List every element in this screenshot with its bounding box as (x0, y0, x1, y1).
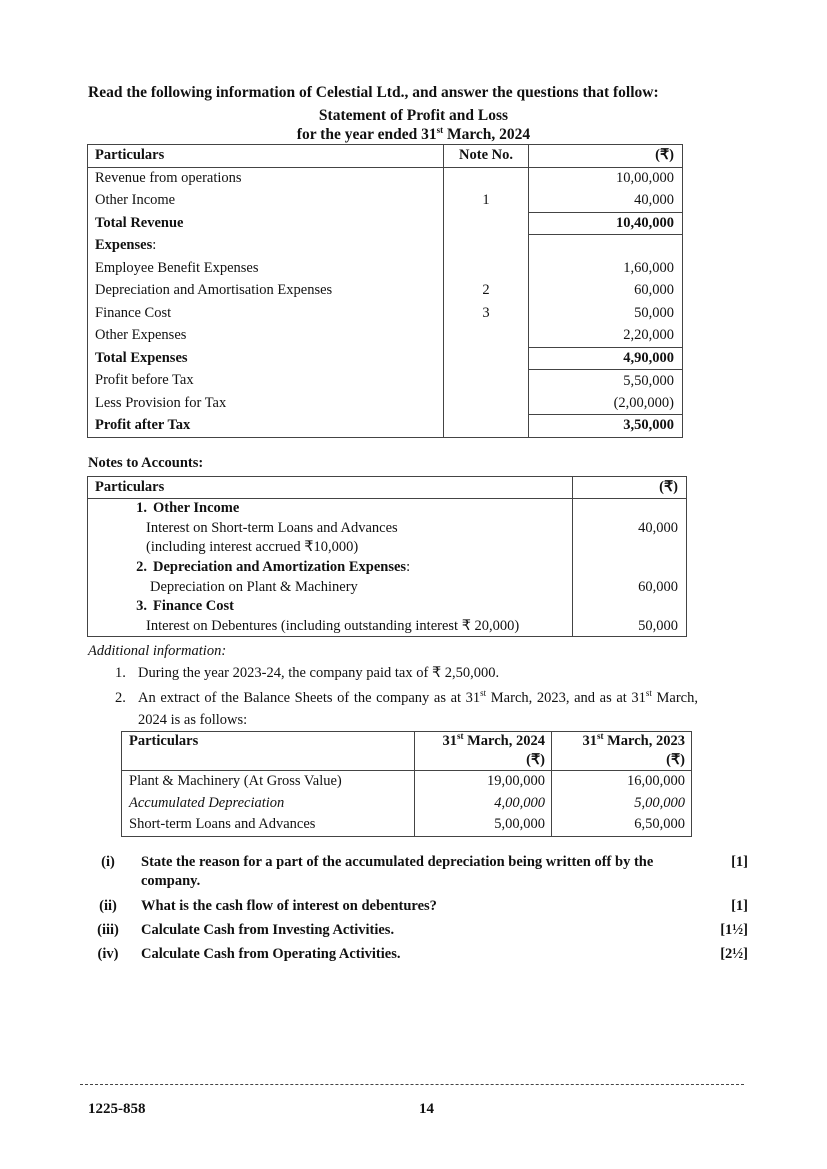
note-amount (573, 597, 687, 617)
question-text: Calculate Cash from Investing Activities. (141, 922, 395, 938)
note-amount (573, 499, 687, 519)
table-row (88, 190, 683, 213)
row-label: Total Expenses (88, 347, 444, 370)
table-row (122, 814, 692, 836)
table-row (88, 167, 683, 190)
row-note (444, 257, 529, 280)
note-amount (573, 538, 687, 558)
note-line: (including interest accrued ₹10,000) (88, 538, 573, 558)
table-row-total-revenue (88, 212, 683, 235)
note-line: Interest on Short-term Loans and Advances (88, 519, 573, 539)
question-ii (88, 897, 748, 917)
note-heading-row (88, 558, 687, 578)
table-row (88, 392, 683, 415)
row-2024: 19,00,000 (415, 771, 552, 793)
expenses-colon: : (152, 237, 157, 254)
row-2023: 16,00,000 (627, 773, 685, 790)
note-amount (573, 558, 687, 578)
row-note: 2 (444, 280, 529, 303)
question-marks: [2½] (720, 946, 748, 962)
note-heading-row (88, 597, 687, 617)
row-2024: 4,00,000 (415, 793, 552, 815)
item-text-b: March, 2023, and as at 31 (486, 690, 646, 706)
statement-period (0, 126, 827, 144)
question-text: What is the cash flow of interest on debentures? (141, 898, 437, 914)
header-amount: (₹) (573, 477, 687, 499)
note-heading-text: Depreciation and Amortization Expenses (153, 559, 407, 576)
header-note-no: Note No. (444, 145, 529, 168)
h-unit: (₹) (526, 752, 545, 768)
row-note (444, 167, 529, 190)
note-line: Depreciation on Plant & Machinery (88, 577, 573, 597)
table-row (88, 617, 687, 637)
row-note (444, 392, 529, 415)
row-label: Short-term Loans and Advances (122, 814, 415, 836)
question-number: (i) (101, 854, 115, 870)
row-amount: (2,00,000) (613, 394, 674, 411)
item-number: 1. (115, 665, 126, 681)
row-amount: 5,50,000 (623, 372, 674, 389)
item-sup-b: st (645, 688, 652, 698)
row-label: Less Provision for Tax (88, 392, 444, 415)
table-row-profit-after-tax (88, 415, 683, 438)
row-label: Accumulated Depreciation (122, 793, 415, 815)
header-2023 (552, 732, 692, 771)
question-i (88, 853, 748, 893)
question-text: Calculate Cash from Operating Activities. (141, 946, 401, 962)
item-text-c: March, 2024 is as follows: (138, 690, 698, 728)
row-note (444, 325, 529, 348)
row-note: 3 (444, 302, 529, 325)
question-number: (iii) (97, 922, 119, 938)
row-label: Other Expenses (88, 325, 444, 348)
row-amount: 10,40,000 (529, 212, 683, 235)
h-suffix: March, 2024 (463, 733, 545, 749)
item-text: During the year 2023-24, the company paid tax of ₹ 2,50,000. (138, 665, 500, 681)
header-particulars: Particulars (88, 477, 573, 499)
table-row (88, 519, 687, 539)
row-2023: 5,00,000 (634, 794, 685, 811)
item-number: 2. (115, 690, 126, 706)
table-row (88, 257, 683, 280)
period-suffix: March, 2024 (443, 126, 531, 143)
note-amount: 40,000 (638, 519, 678, 536)
header-2024 (415, 732, 552, 771)
row-label: Profit before Tax (88, 370, 444, 393)
note-line: Interest on Debentures (including outstanding interest ₹ 20,000) (88, 617, 573, 637)
row-2023: 6,50,000 (634, 816, 685, 833)
row-amount (529, 235, 683, 258)
row-label: Employee Benefit Expenses (88, 257, 444, 280)
table-row (88, 577, 687, 597)
additional-item-2 (115, 687, 699, 728)
h-prefix: 31 (582, 733, 597, 749)
row-amount: 50,000 (634, 304, 674, 321)
row-note (444, 212, 529, 235)
row-note (444, 415, 529, 438)
item-text (138, 687, 698, 731)
row-amount: 1,60,000 (623, 259, 674, 276)
table-row-total-expenses (88, 347, 683, 370)
question-number: (ii) (99, 898, 117, 914)
row-label: Other Income (88, 190, 444, 213)
note-amount: 60,000 (638, 578, 678, 595)
header-amount: (₹) (529, 145, 683, 168)
row-label: Plant & Machinery (At Gross Value) (122, 771, 415, 793)
table-row (122, 793, 692, 815)
row-2024: 5,00,000 (415, 814, 552, 836)
row-label: Finance Cost (88, 302, 444, 325)
row-label: Depreciation and Amortisation Expenses (88, 280, 444, 303)
note-heading (88, 499, 573, 519)
question-iii (88, 921, 748, 941)
table-row (88, 280, 683, 303)
footer-divider (80, 1084, 744, 1085)
table-row (122, 771, 692, 793)
row-note (444, 347, 529, 370)
table-row (88, 538, 687, 558)
note-number: 2. (136, 559, 147, 576)
table-header-row (88, 477, 687, 499)
note-heading-suffix: : (406, 559, 411, 576)
row-label (88, 235, 444, 258)
h-prefix: 31 (442, 733, 457, 749)
table-row (88, 325, 683, 348)
footer-paper-code: 1225-858 (88, 1101, 146, 1117)
period-prefix: for the year ended 31 (296, 126, 437, 143)
question-iv (88, 945, 748, 965)
row-amount: 10,00,000 (616, 170, 674, 186)
row-note (444, 235, 529, 258)
row-label: Total Revenue (88, 212, 444, 235)
question-marks: [1½] (720, 922, 748, 938)
additional-item-1 (115, 665, 499, 682)
table-row-expenses-heading (88, 235, 683, 258)
row-note (444, 370, 529, 393)
header-particulars: Particulars (122, 732, 415, 771)
row-amount: 40,000 (634, 192, 674, 208)
intro-text: Read the following information of Celestial Ltd., and answer the questions that follow: (88, 84, 659, 101)
note-heading-row (88, 499, 687, 519)
note-heading (88, 597, 573, 617)
row-amount: 3,50,000 (529, 415, 683, 438)
note-number: 1. (136, 500, 147, 517)
question-text: State the reason for a part of the accumulated depreciation being written off by the company. (141, 854, 654, 889)
row-label: Revenue from operations (88, 167, 444, 190)
item-sup-a: st (480, 688, 487, 698)
table-row (88, 370, 683, 393)
question-marks: [1] (731, 854, 748, 870)
row-amount: 2,20,000 (623, 327, 674, 343)
expenses-heading: Expenses (95, 237, 153, 254)
notes-title: Notes to Accounts: (88, 455, 204, 471)
row-amount: 4,90,000 (529, 347, 683, 370)
header-particulars: Particulars (88, 145, 444, 168)
note-amount: 50,000 (638, 617, 678, 634)
question-number: (iv) (97, 946, 119, 962)
note-heading (88, 558, 573, 578)
table-row (88, 302, 683, 325)
h-suffix: March, 2023 (603, 733, 685, 749)
additional-info-title: Additional information: (88, 643, 227, 659)
h-sup: st (597, 731, 604, 741)
footer-page-number: 14 (419, 1101, 434, 1117)
table-header-row (122, 732, 692, 771)
statement-title: Statement of Profit and Loss (318, 107, 509, 124)
balance-sheet-table (121, 731, 692, 837)
table-header-row (88, 145, 683, 168)
notes-table (87, 476, 687, 637)
note-heading-text: Other Income (153, 500, 240, 517)
h-sup: st (457, 731, 464, 741)
note-heading-text: Finance Cost (153, 598, 234, 615)
item-text-a: An extract of the Balance Sheets of the company as at 31 (138, 690, 481, 706)
note-number: 3. (136, 598, 147, 615)
period-sup: st (436, 125, 444, 135)
row-label: Profit after Tax (88, 415, 444, 438)
h-unit: (₹) (666, 752, 685, 768)
profit-loss-table (87, 144, 683, 438)
row-note: 1 (444, 190, 529, 213)
row-amount: 60,000 (634, 282, 674, 299)
question-marks: [1] (731, 898, 748, 914)
